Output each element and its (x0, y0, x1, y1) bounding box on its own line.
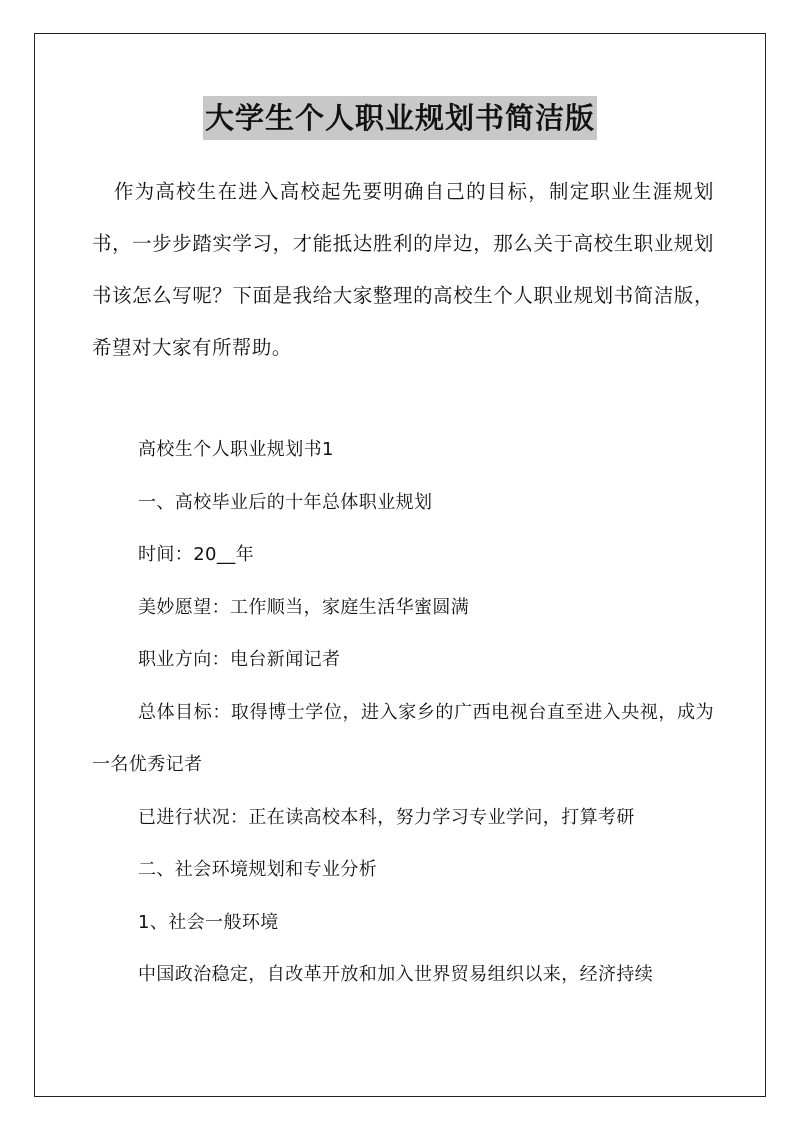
subsection-heading: 1、社会一般环境 (138, 911, 279, 933)
intro-paragraph: 作为高校生在进入高校起先要明确自己的目标，制定职业生涯规划书，一步步踏实学习，才能抵达胜利的岸边，那么关于高校生职业规划书该怎么写呢？下面是我给大家整理的高校生个人职业规划书简洁版，希望对大家有所帮助。 (92, 180, 714, 359)
body-paragraph: 时间：20__年 (138, 544, 255, 565)
body-paragraph: 总体目标：取得博士学位，进入家乡的广西电视台直至进入央视，成为一名优秀记者 (92, 701, 714, 775)
body-paragraph: 已进行状况：正在读高校本科，努力学习专业学问，打算考研 (138, 806, 635, 828)
body-paragraph: 美妙愿望：工作顺当，家庭生活华蜜圆满 (138, 596, 470, 618)
document-title: 大学生个人职业规划书简洁版 (203, 96, 597, 140)
section-heading: 高校生个人职业规划书1 (138, 439, 334, 460)
section-heading: 一、高校毕业后的十年总体职业规划 (138, 491, 433, 513)
document-body (92, 424, 714, 1002)
body-paragraph: 职业方向：电台新闻记者 (138, 649, 341, 670)
section-heading: 二、社会环境规划和专业分析 (138, 859, 378, 880)
title-wrapper (0, 96, 800, 140)
body-paragraph: 中国政治稳定，自改革开放和加入世界贸易组织以来，经济持续 (138, 964, 654, 985)
